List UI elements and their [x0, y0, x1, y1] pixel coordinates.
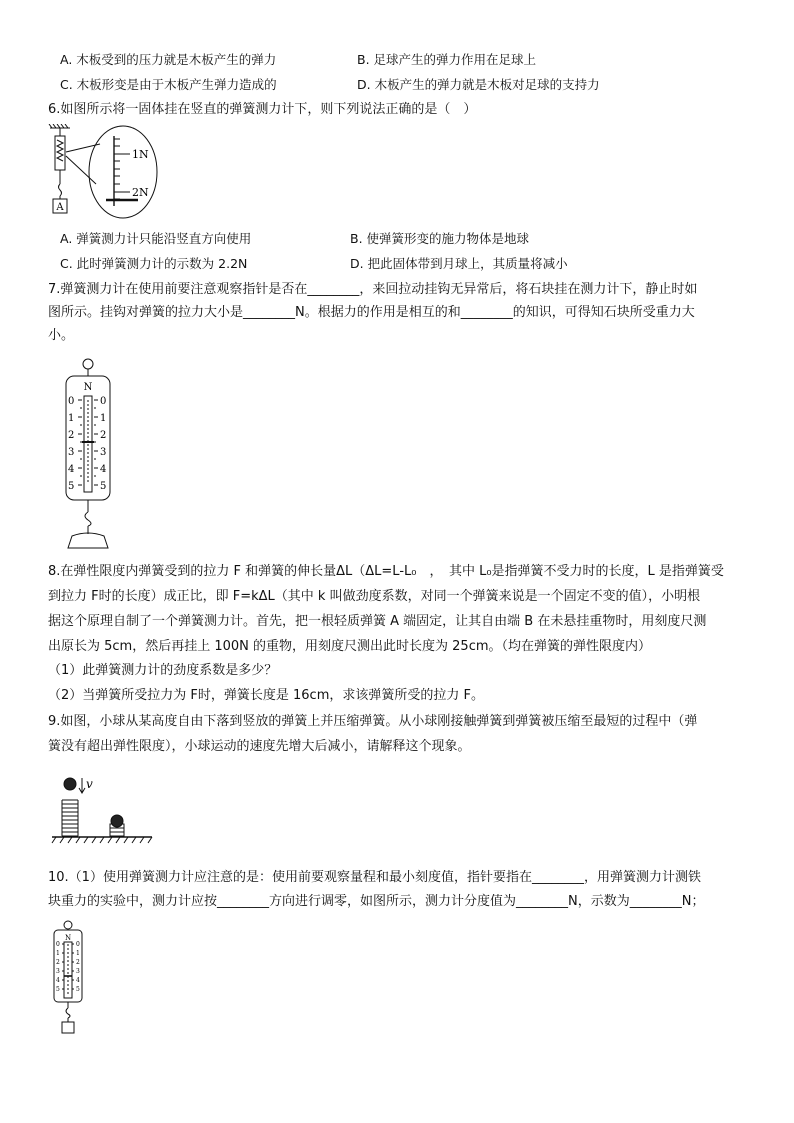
q7-spring-scale-figure [58, 356, 118, 552]
tick-label: 5 [100, 481, 107, 492]
q5-option-a: A. 木板受到的压力就是木板产生的弹力 [60, 52, 277, 67]
q6-stem: 6.如图所示将一固体挂在竖直的弹簧测力计下，则下列说法正确的是（ ） [48, 102, 477, 117]
q5-option-b: B. 足球产生的弹力作用在足球上 [357, 52, 537, 67]
q7-line-2: 图所示。挂钩对弹簧的拉力大小是________N。根据力的作用是相互的和________的知识，可得知石块所受重力大 [48, 305, 695, 320]
tick-label: 2 [68, 430, 75, 441]
block-label: A [56, 202, 64, 213]
q10-spring-scale-figure [48, 920, 88, 1036]
q5-option-d: D. 木板产生的弹力就是木板对足球的支持力 [357, 77, 600, 92]
tick-label: 1 [56, 950, 60, 957]
unit-label: N [83, 382, 93, 393]
ball-on-spring [111, 815, 123, 827]
q6-option-c: C. 此时弹簧测力计的示数为 2.2N [60, 256, 248, 271]
unit-label: N [64, 934, 72, 942]
tick-label: 2 [76, 959, 80, 966]
stone [68, 533, 108, 548]
q10-line-1: 10.（1）使用弹簧测力计应注意的是：使用前要观察量程和最小刻度值，指针要指在________，用弹簧测力计测铁 [48, 870, 701, 885]
tick-label: 3 [56, 968, 60, 975]
q6-option-d: D. 把此固体带到月球上，其质量将减小 [350, 256, 568, 271]
top-ring [64, 921, 72, 929]
q8-sub-question-1: （1）此弹簧测力计的劲度系数是多少？ [48, 663, 278, 678]
tick-label: 5 [76, 986, 80, 993]
q9-line-2: 簧没有超出弹性限度），小球运动的速度先增大后减小，请解释这个现象。 [48, 739, 471, 754]
tick-label: 0 [76, 941, 80, 948]
top-ring [83, 359, 93, 369]
velocity-label: v [86, 777, 93, 791]
q7-line-1: 7.弹簧测力计在使用前要注意观察指针是否在________，来回拉动挂钩无异常后，将石块挂在测力计下，静止时如 [48, 282, 698, 297]
q6-option-a: A. 弹簧测力计只能沿竖直方向使用 [60, 231, 252, 246]
q9-figure [48, 770, 158, 850]
tick-label: 5 [68, 481, 75, 492]
tick-label: 1 [100, 413, 107, 424]
tick-label: 4 [56, 977, 60, 984]
label-1n: 1N [132, 148, 149, 161]
tick-label: 4 [76, 977, 80, 984]
magnified-ellipse [89, 126, 157, 218]
q7-line-3: 小。 [48, 328, 75, 343]
hook [85, 512, 91, 526]
q8-line-4: 出原长为 5cm，然后再挂上 100N 的重物，用刻度尺测出此时长度为 25cm。（均在弹簧的弹性限度内） [48, 639, 652, 654]
q5-option-c: C. 木板形变是由于木板产生弹力造成的 [60, 77, 277, 92]
q6-option-b: B. 使弹簧形变的施力物体是地球 [350, 231, 530, 246]
tick-label: 3 [68, 447, 75, 458]
tick-label: 1 [68, 413, 75, 424]
tick-label: 3 [76, 968, 80, 975]
left-tick-labels [68, 396, 74, 492]
ceiling-hatch [49, 124, 68, 128]
spring-coil [57, 140, 63, 161]
q8-line-3: 据这个原理自制了一个弹簧测力计。首先，把一根轻质弹簧 A 端固定，让其自由端 B 在未悬挂重物时，用刻度尺测 [48, 614, 707, 629]
tick-label: 5 [56, 986, 60, 993]
q6-figure [48, 124, 168, 230]
tick-label: 4 [68, 464, 75, 475]
spring [62, 800, 78, 836]
tick-label: 2 [100, 430, 107, 441]
q8-line-1: 8.在弹性限度内弹簧受到的拉力 F 和弹簧的伸长量ΔL（ΔL=L-L₀ ， 其中 L₀是指弹簧不受力时的长度，L 是指弹簧受 [48, 564, 724, 579]
tick-label: 1 [76, 950, 80, 957]
hook [66, 1008, 70, 1018]
tick-label: 4 [100, 464, 107, 475]
right-tick-labels [100, 396, 106, 492]
label-2n: 2N [132, 186, 149, 199]
weight-block [62, 1022, 74, 1033]
tick-label: 0 [56, 941, 60, 948]
q9-line-1: 9.如图，小球从某高度自由下落到竖放的弹簧上并压缩弹簧。从小球刚接触弹簧到弹簧被压缩至最短的过程中（弹 [48, 714, 698, 729]
tick-label: 2 [56, 959, 60, 966]
hook [59, 184, 62, 196]
q8-sub-question-2: （2）当弹簧所受拉力为 F时，弹簧长度是 16cm，求该弹簧所受的拉力 F。 [48, 688, 484, 703]
ball-falling [64, 778, 76, 790]
tick-label: 0 [100, 396, 107, 407]
tick-label: 0 [68, 396, 75, 407]
ground-hatch [52, 837, 152, 843]
q8-line-2: 到拉力 F时的长度）成正比，即 F=kΔL（其中 k 叫做劲度系数，对同一个弹簧来说是一个固定不变的值），小明根 [48, 589, 701, 604]
tick-label: 3 [100, 447, 107, 458]
q10-line-2: 块重力的实验中，测力计应按________方向进行调零，如图所示，测力计分度值为________N，示数为________N； [48, 894, 705, 909]
